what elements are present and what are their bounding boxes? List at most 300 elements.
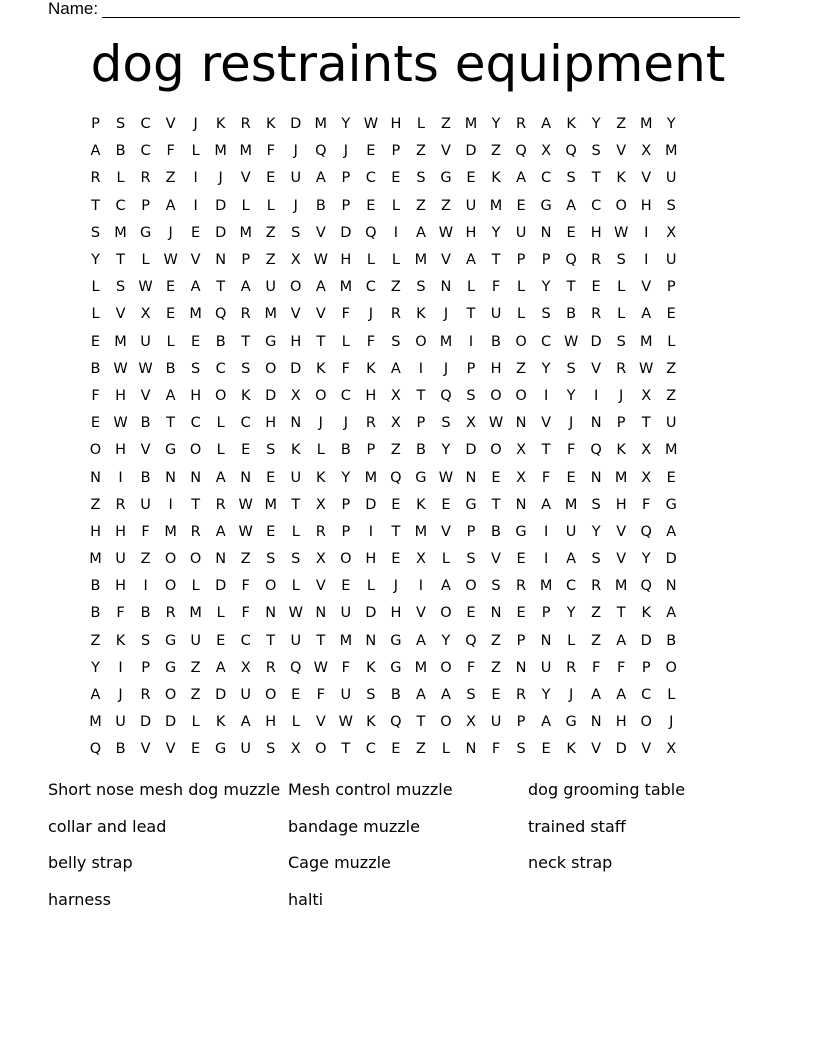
grid-letter: D [215,687,227,704]
grid-letter: B [315,197,326,214]
grid-letter: E [266,170,276,187]
grid-letter: A [390,360,401,377]
grid-letter: L [466,279,476,296]
grid-letter: Z [591,632,602,649]
grid-letter: U [290,469,302,486]
grid-letter: J [343,415,348,432]
grid-letter: O [515,333,527,350]
grid-letter: M [339,632,353,649]
grid-letter: W [113,415,128,432]
grid-letter: T [466,306,476,323]
grid-letter: W [163,252,178,269]
grid-letter: K [115,632,126,649]
grid-letter: H [490,360,502,377]
grid-letter: X [390,387,401,404]
grid-letter: L [441,551,450,568]
grid-letter: N [165,469,177,486]
grid-letter: M [414,659,428,676]
grid-letter: V [190,252,201,269]
grid-letter: W [614,224,629,241]
grid-letter: P [641,659,651,676]
grid-letter: J [568,687,574,704]
grid-letter: L [291,523,300,540]
grid-letter: Z [666,360,677,377]
grid-letter: W [338,714,353,731]
grid-letter: R [591,306,602,323]
grid-letter: X [666,741,677,758]
grid-letter: N [515,659,527,676]
grid-letter: X [641,442,652,459]
grid-letter: K [366,714,376,731]
grid-letter: E [366,143,376,160]
grid-letter: A [616,687,627,704]
grid-row [83,165,733,192]
grid-letter: V [616,523,627,540]
grid-row [83,111,733,138]
grid-letter: O [440,659,452,676]
grid-letter: L [667,687,676,704]
grid-letter: O [315,741,327,758]
grid-letter: Z [190,687,201,704]
grid-letter: F [266,143,275,160]
grid-letter: M [264,306,277,323]
grid-letter: F [491,279,501,296]
grid-letter: U [240,687,252,704]
grid-letter: T [191,496,201,513]
grid-letter: P [541,252,551,269]
grid-letter: S [566,170,576,187]
grid-letter: J [669,714,674,731]
grid-letter: S [291,551,301,568]
grid-letter: H [115,442,126,459]
grid-letter: J [343,143,348,160]
grid-letter: R [390,306,401,323]
grid-letter: V [440,523,451,540]
grid-letter: H [190,387,202,404]
grid-letter: F [591,659,601,676]
grid-letter: V [315,224,326,241]
grid-letter: H [615,714,627,731]
name-field [48,0,740,18]
grid-letter: S [291,224,301,241]
grid-letter: N [590,469,602,486]
grid-letter: X [541,143,552,160]
grid-letter: W [438,469,454,486]
word-list-item: Cage muzzle [288,853,391,872]
grid-letter: V [140,741,151,758]
grid-letter: N [540,224,552,241]
grid-letter: J [393,578,399,595]
grid-letter: U [290,632,302,649]
grid-letter: A [616,632,627,649]
name-label: Name: [48,0,99,18]
word-list-item: trained staff [528,816,626,836]
grid-letter: Z [140,551,151,568]
grid-letter: U [515,224,527,241]
grid-letter: A [440,687,451,704]
grid-row [83,682,733,709]
grid-letter: X [666,224,677,241]
grid-letter: W [363,116,379,133]
grid-letter: T [391,523,401,540]
grid-letter: I [143,578,148,595]
grid-letter: S [90,224,101,241]
grid-letter: W [288,605,303,622]
grid-letter: Q [640,578,652,595]
grid-letter: K [491,170,501,187]
grid-letter: M [614,578,628,595]
grid-letter: H [265,415,277,432]
grid-letter: A [541,714,552,731]
grid-letter: T [416,387,426,404]
grid-letter: E [341,578,351,595]
grid-letter: Z [415,197,426,214]
grid-letter: G [415,469,427,486]
grid-letter: G [265,333,277,350]
grid-letter: P [341,197,351,214]
grid-letter: B [491,523,501,540]
grid-letter: M [664,442,678,459]
grid-letter: J [443,360,449,377]
grid-letter: Q [465,632,477,649]
word-list-item: dog grooming table [528,780,686,799]
grid-letter: V [240,170,251,187]
grid-letter: W [488,415,504,432]
grid-letter: X [240,659,251,676]
grid-letter: M [439,333,453,350]
grid-letter: S [441,415,451,432]
grid-letter: J [293,143,298,160]
grid-letter: R [516,578,527,595]
grid-letter: U [665,252,677,269]
grid-letter: R [240,306,251,323]
grid-row [83,138,733,165]
grid-letter: L [517,279,526,296]
grid-letter: N [540,632,552,649]
grid-letter: Q [365,224,377,241]
grid-letter: P [341,496,351,513]
grid-letter: A [591,687,602,704]
grid-letter: W [138,279,153,296]
grid-letter: C [641,687,652,704]
grid-letter: Y [491,224,501,241]
grid-letter: Z [516,360,527,377]
grid-letter: K [566,116,576,133]
word-list [48,778,768,924]
grid-letter: P [516,252,526,269]
grid-letter: V [641,279,652,296]
grid-letter: L [517,306,526,323]
grid-letter: O [665,659,677,676]
grid-letter: F [341,659,350,676]
grid-letter: M [414,523,428,540]
grid-letter: P [416,415,426,432]
grid-letter: U [540,659,552,676]
grid-letter: H [615,496,627,513]
grid-letter: E [241,442,251,459]
grid-letter: L [191,578,200,595]
grid-letter: T [616,605,626,622]
grid-letter: C [240,632,251,649]
grid-letter: N [440,279,452,296]
grid-letter: F [241,578,250,595]
grid-letter: O [340,551,352,568]
grid-letter: L [166,333,175,350]
grid-letter: F [566,442,576,459]
grid-letter: R [265,659,276,676]
grid-letter: B [90,578,101,595]
name-underline[interactable] [102,2,740,18]
grid-letter: E [391,551,401,568]
grid-letter: E [591,279,601,296]
grid-letter: F [241,605,250,622]
grid-row [83,410,733,437]
grid-letter: O [515,387,527,404]
grid-letter: D [665,551,677,568]
grid-letter: V [165,741,176,758]
grid-letter: E [391,741,401,758]
grid-letter: G [465,496,477,513]
grid-letter: A [415,687,426,704]
grid-letter: M [89,714,102,731]
grid-letter: K [316,469,326,486]
grid-letter: A [90,143,101,160]
grid-letter: Z [491,632,501,649]
grid-letter: G [440,170,452,187]
grid-letter: A [415,632,426,649]
grid-letter: O [640,714,652,731]
grid-letter: I [118,659,123,676]
grid-letter: X [290,741,301,758]
grid-letter: F [341,306,350,323]
grid-letter: S [466,551,476,568]
grid-letter: S [491,578,501,595]
grid-letter: W [438,224,454,241]
grid-letter: A [240,279,251,296]
grid-letter: I [644,224,649,241]
grid-row [83,220,733,247]
grid-letter: I [193,170,198,187]
grid-letter: I [543,523,549,540]
grid-letter: D [265,387,277,404]
grid-letter: R [115,496,126,513]
grid-letter: T [91,197,100,214]
grid-letter: Y [441,632,451,649]
grid-letter: K [215,714,226,731]
grid-letter: J [118,687,123,704]
word-list-item: harness [48,889,111,909]
grid-letter: L [617,306,626,323]
grid-letter: E [391,170,401,187]
grid-letter: S [266,442,276,459]
grid-letter: J [293,197,298,214]
grid-letter: D [290,360,302,377]
grid-letter: W [563,333,579,350]
grid-letter: G [390,632,402,649]
grid-letter: T [341,741,351,758]
grid-letter: D [215,224,227,241]
grid-letter: E [191,741,201,758]
grid-letter: O [89,442,102,459]
grid-letter: H [265,714,277,731]
grid-letter: R [165,605,176,622]
grid-letter: S [541,306,551,323]
grid-letter: Z [240,551,251,568]
grid-letter: M [239,143,252,160]
grid-letter: E [266,523,276,540]
grid-letter: A [240,714,251,731]
grid-letter: Z [90,632,101,649]
grid-letter: L [191,143,200,160]
grid-letter: U [140,496,151,513]
grid-letter: K [416,496,426,513]
grid-letter: E [90,415,101,432]
grid-letter: O [415,333,427,350]
grid-letter: V [140,387,151,404]
grid-letter: T [566,279,576,296]
grid-letter: W [639,360,654,377]
grid-letter: K [215,116,226,133]
grid-letter: L [617,279,626,296]
grid-row [83,736,733,763]
grid-letter: O [214,387,227,404]
grid-letter: D [290,116,302,133]
grid-letter: G [565,714,577,731]
grid-letter: G [164,442,177,459]
grid-letter: E [166,279,176,296]
grid-letter: M [539,578,553,595]
grid-letter: R [140,170,151,187]
grid-letter: T [216,279,226,296]
grid-letter: F [91,387,100,404]
word-list-item: belly strap [48,853,133,872]
grid-letter: D [365,605,377,622]
grid-letter: S [616,333,626,350]
grid-letter: S [366,687,376,704]
grid-letter: A [666,523,677,540]
grid-letter: X [641,469,652,486]
grid-letter: I [644,252,649,269]
grid-letter: Q [390,714,402,731]
grid-letter: B [90,360,101,377]
grid-letter: L [141,252,150,269]
grid-letter: S [466,687,476,704]
grid-letter: G [390,659,402,676]
grid-letter: T [316,632,326,649]
word-list-item: Short nose mesh dog muzzle [48,780,281,799]
grid-letter: Y [491,116,501,133]
grid-letter: M [614,469,628,486]
grid-letter: X [140,306,151,323]
grid-letter: O [440,714,452,731]
grid-letter: X [290,252,301,269]
grid-letter: E [666,306,676,323]
grid-letter: Y [441,442,451,459]
grid-letter: G [164,659,177,676]
grid-letter: B [415,442,426,459]
letter-grid [83,111,733,764]
grid-row [83,628,733,655]
grid-letter: L [241,197,250,214]
grid-letter: C [340,387,351,404]
grid-letter: J [368,306,373,323]
grid-letter: O [164,551,177,568]
grid-letter: M [639,116,653,133]
grid-letter: L [116,170,125,187]
grid-letter: G [139,224,152,241]
grid-letter: Y [641,551,651,568]
grid-letter: S [191,360,201,377]
grid-letter: Q [440,387,452,404]
grid-letter: P [466,360,476,377]
grid-letter: A [215,523,226,540]
grid-letter: R [190,523,201,540]
grid-letter: P [466,523,476,540]
grid-letter: M [214,143,227,160]
grid-letter: N [215,551,227,568]
grid-letter: U [265,279,277,296]
grid-letter: W [313,659,328,676]
grid-letter: Z [390,279,401,296]
grid-letter: S [391,333,401,350]
grid-letter: X [415,551,426,568]
grid-letter: U [290,170,302,187]
grid-letter: R [90,170,101,187]
grid-letter: T [541,442,551,459]
grid-letter: C [566,578,577,595]
grid-letter: T [241,333,251,350]
grid-letter: R [516,116,527,133]
grid-letter: H [465,224,477,241]
grid-letter: O [265,360,277,377]
grid-letter: G [164,632,177,649]
grid-letter: N [465,469,477,486]
grid-letter: M [564,496,578,513]
grid-letter: I [594,387,599,404]
grid-letter: U [240,741,252,758]
grid-letter: T [491,496,501,513]
grid-letter: P [341,170,351,187]
grid-letter: E [516,605,526,622]
grid-letter: R [516,687,527,704]
grid-letter: N [90,469,101,486]
grid-letter: Q [315,143,327,160]
grid-letter: A [641,306,652,323]
grid-letter: Z [591,605,602,622]
grid-letter: V [315,306,326,323]
grid-letter: D [465,143,477,160]
grid-letter: J [168,224,173,241]
grid-letter: S [416,279,426,296]
grid-letter: Y [666,116,676,133]
grid-letter: I [118,469,123,486]
grid-letter: H [640,197,652,214]
grid-letter: N [190,469,202,486]
grid-letter: Y [91,659,100,676]
grid-letter: H [90,523,101,540]
grid-letter: D [465,442,477,459]
grid-letter: H [590,224,602,241]
grid-letter: O [440,605,452,622]
grid-letter: A [165,197,176,214]
grid-letter: R [591,252,602,269]
grid-letter: A [566,551,577,568]
grid-letter: S [591,551,601,568]
grid-letter: L [191,714,200,731]
grid-letter: J [318,415,323,432]
grid-letter: P [666,279,676,296]
grid-letter: O [265,687,277,704]
